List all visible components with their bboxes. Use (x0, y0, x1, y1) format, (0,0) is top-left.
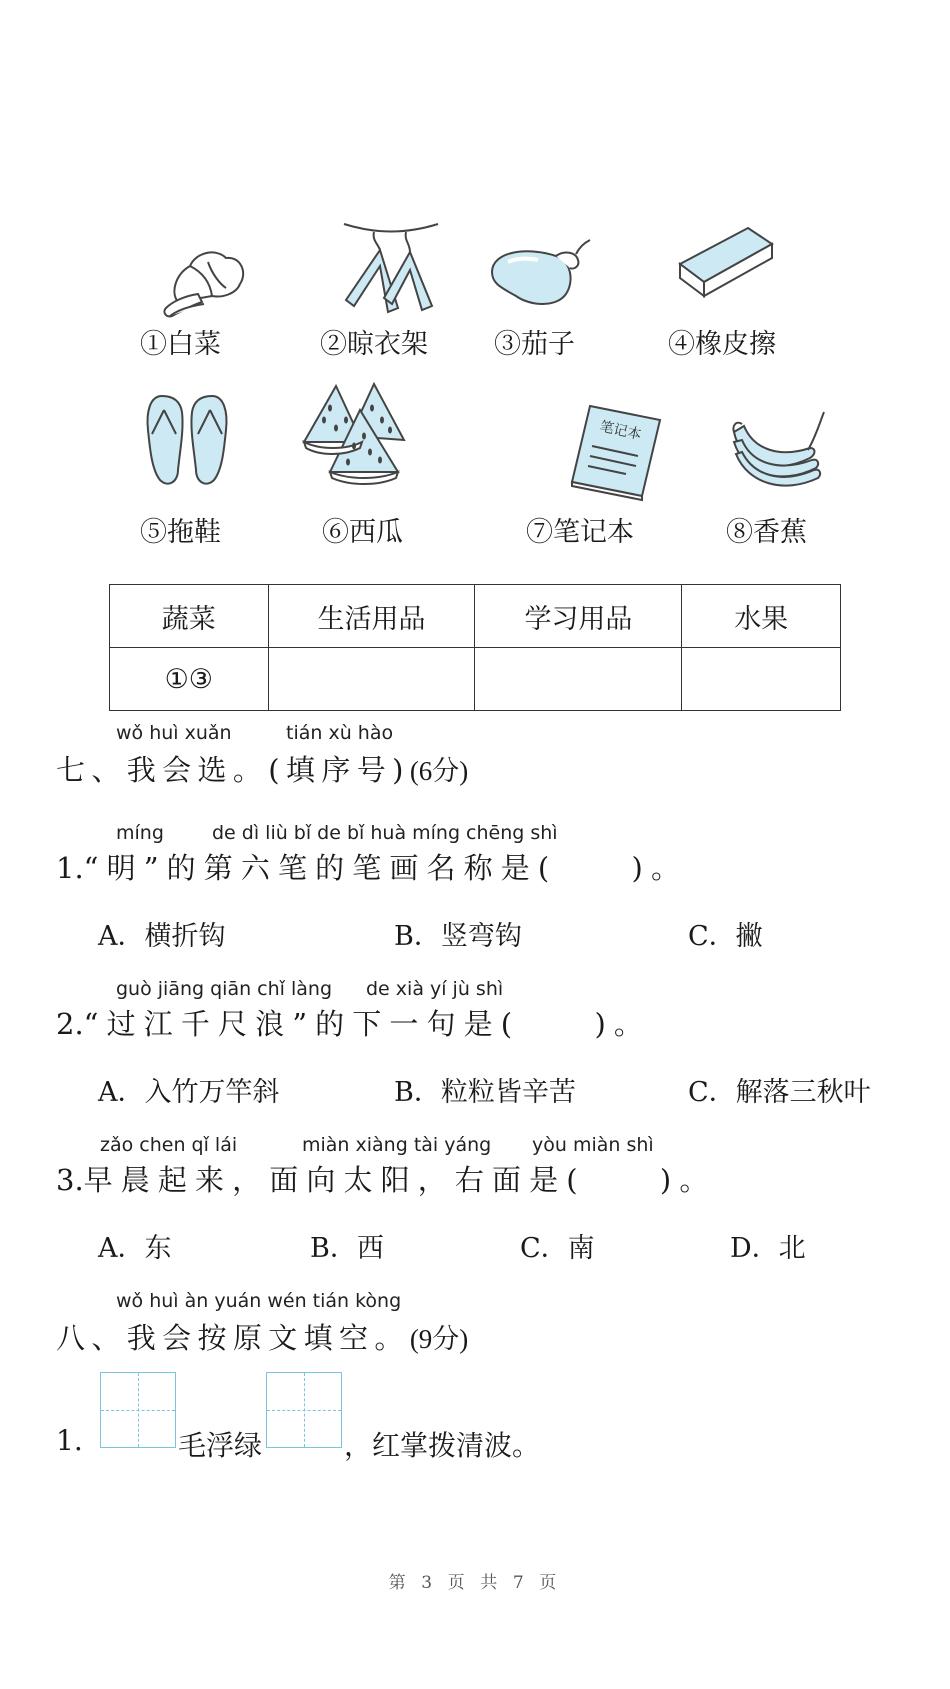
answer-cell[interactable] (475, 648, 682, 711)
fill-text: 毛浮绿 (178, 1429, 263, 1462)
pinyin-annotation: miàn xiàng tài yáng (302, 1134, 492, 1156)
option-b[interactable]: B．西 (310, 1233, 384, 1264)
section-7-score: (6分) (409, 756, 469, 786)
item-label: ⑤拖鞋 (140, 517, 221, 548)
tianzi-grid-box[interactable] (100, 1372, 176, 1448)
question-2 (56, 1002, 651, 1043)
fill-question-number: 1. (56, 1424, 83, 1457)
eraser-icon (668, 206, 778, 316)
table-header-cell: 蔬菜 (110, 585, 269, 648)
pinyin-annotation: míng (116, 822, 164, 844)
eggplant-icon (486, 222, 596, 332)
answer-cell[interactable] (268, 648, 475, 711)
option-a[interactable]: A．东 (98, 1233, 172, 1264)
pinyin-annotation: de dì liù bǐ de bǐ huà míng chēng shì (212, 822, 558, 844)
pinyin-annotation: guò jiāng qiān chǐ làng (116, 978, 333, 1000)
item-label: ⑧香蕉 (726, 517, 807, 548)
section-7-title-text: 七、我会选。(填序号) (56, 753, 410, 787)
fill-text: ，红掌拨清波。 (344, 1429, 541, 1462)
pinyin-annotation: yòu miàn shì (532, 1134, 654, 1156)
question-text: “过江千尺浪”的下一句是( )。 (83, 1007, 651, 1041)
bok-choy-icon (150, 222, 260, 332)
table-header-cell: 学习用品 (475, 585, 682, 648)
item-label: ⑦笔记本 (526, 517, 634, 548)
classification-table (109, 584, 841, 711)
section-8-title (56, 1316, 468, 1357)
pinyin-annotation: zǎo chen qǐ lái (100, 1134, 238, 1156)
item-label: ④橡皮擦 (668, 329, 776, 360)
section-8-title-text: 八、我会按原文填空。 (56, 1321, 410, 1355)
question-number: 2. (56, 1007, 84, 1041)
option-b[interactable]: B．竖弯钩 (394, 921, 522, 952)
question-text: “明”的第六笔的笔画名称是( )。 (83, 851, 689, 885)
section-8-score: (9分) (409, 1324, 469, 1354)
table-header-cell: 水果 (682, 585, 841, 648)
notebook-icon (560, 396, 670, 506)
tianzi-grid-box[interactable] (266, 1372, 342, 1448)
section-7-title (56, 748, 468, 789)
clothes-hanger-icon (336, 214, 446, 324)
question-number: 1. (56, 851, 84, 885)
slippers-icon (132, 390, 242, 500)
question-number: 3. (56, 1163, 84, 1197)
pinyin-annotation: wǒ huì xuǎn (116, 722, 232, 744)
option-c[interactable]: C．解落三秋叶 (688, 1077, 871, 1108)
pinyin-annotation: de xià yí jù shì (366, 978, 504, 1000)
question-1 (56, 846, 688, 887)
item-label: ⑥西瓜 (322, 517, 403, 548)
notebook-cover-text: 笔记本 (598, 418, 643, 444)
table-row (110, 648, 841, 711)
watermelon-icon (300, 380, 410, 490)
option-b[interactable]: B．粒粒皆辛苦 (394, 1077, 576, 1108)
option-d[interactable]: D．北 (730, 1233, 806, 1264)
table-header-cell: 生活用品 (268, 585, 475, 648)
question-text: 早晨起来，面向太阳，右面是( )。 (83, 1163, 717, 1197)
banana-icon (724, 392, 834, 502)
question-3 (56, 1158, 716, 1199)
option-a[interactable]: A．横折钩 (98, 921, 226, 952)
answer-cell[interactable] (682, 648, 841, 711)
option-a[interactable]: A．入竹万竿斜 (98, 1077, 280, 1108)
option-c[interactable]: C．南 (520, 1233, 595, 1264)
table-header-row (110, 585, 841, 648)
item-label: ②晾衣架 (320, 329, 428, 360)
pinyin-annotation: wǒ huì àn yuán wén tián kòng (116, 1290, 402, 1312)
item-label: ①白菜 (140, 329, 221, 360)
answer-cell[interactable]: ①③ (110, 648, 269, 711)
pinyin-annotation: tián xù hào (286, 722, 394, 744)
option-c[interactable]: C．撇 (688, 921, 763, 952)
item-label: ③茄子 (494, 329, 575, 360)
page-footer: 第 3 页 共 7 页 (388, 1573, 562, 1593)
